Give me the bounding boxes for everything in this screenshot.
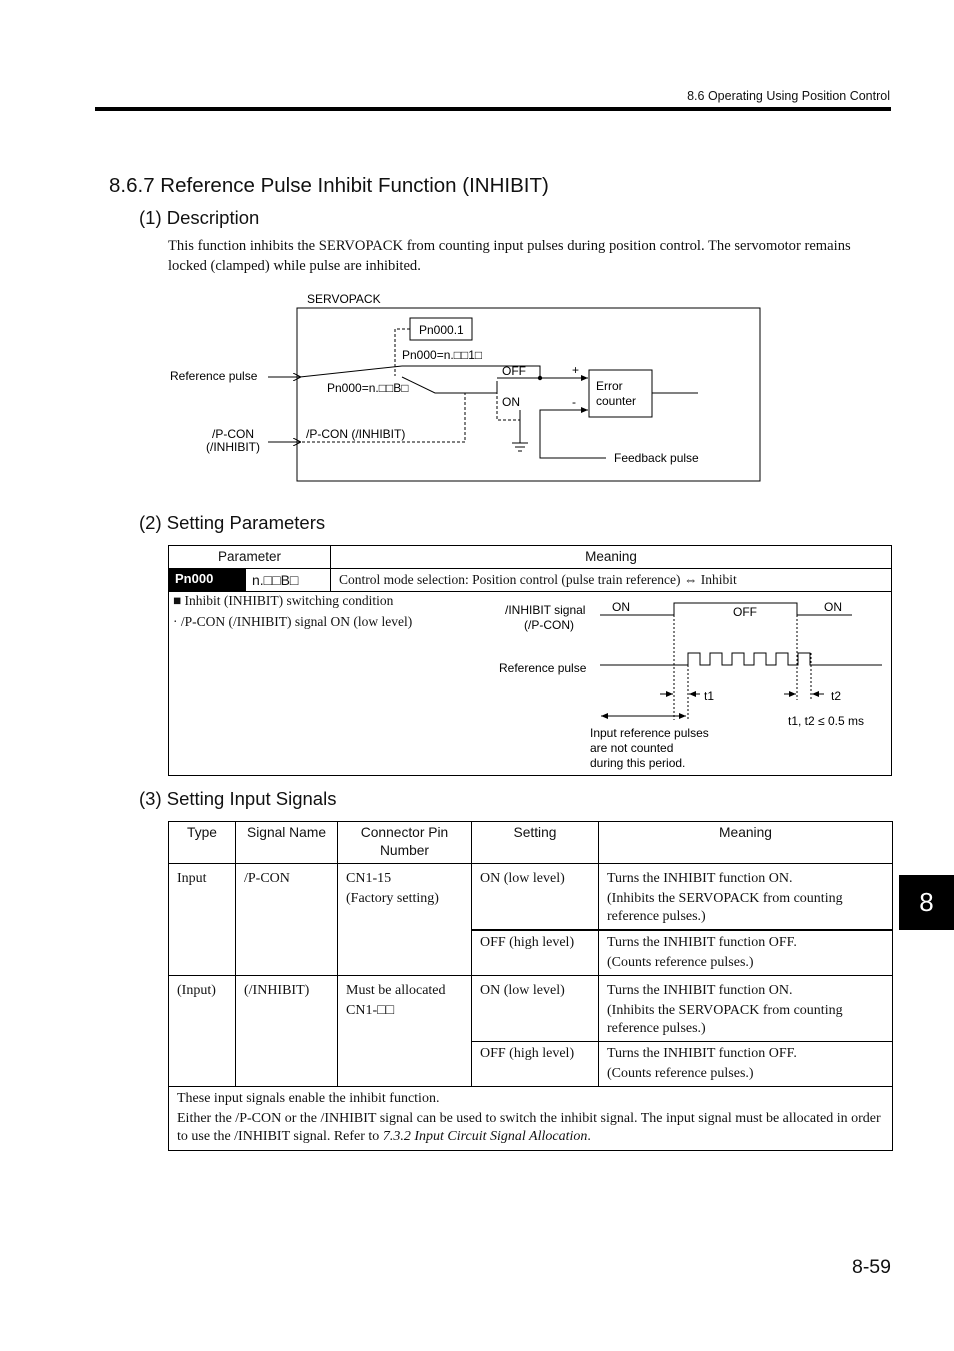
timing-inhibit-label-2: (/P-CON) xyxy=(524,618,574,632)
timing-note-1: Input reference pulses xyxy=(590,726,709,740)
feedback-pulse-label: Feedback pulse xyxy=(614,451,699,465)
row-type: Input xyxy=(169,864,236,976)
row-off-meaning-2: (Counts reference pulses.) xyxy=(607,955,754,970)
row-pin-2: CN1-□□ xyxy=(346,1003,395,1018)
table-note-row xyxy=(169,1087,893,1151)
setting-parameters-heading: (2) Setting Parameters xyxy=(139,512,326,533)
on-label: ON xyxy=(502,395,520,409)
inhibit-signal-waveform xyxy=(600,603,852,615)
row-off-meaning-1: Turns the INHIBIT function OFF. xyxy=(607,935,797,950)
row-on-meaning-1: Turns the INHIBIT function ON. xyxy=(607,871,793,886)
header-setting: Setting xyxy=(472,822,599,864)
row-pin xyxy=(338,976,472,1087)
pcon-left-label: /P-CON xyxy=(212,427,254,441)
table-note-1: These input signals enable the inhibit function. xyxy=(177,1091,440,1106)
row-off-meaning xyxy=(599,1042,893,1087)
reference-pulse-line xyxy=(300,366,402,377)
timing-diagram xyxy=(490,595,890,775)
error-counter-label-1: Error xyxy=(596,379,623,393)
t-condition: t1, t2 ≤ 0.5 ms xyxy=(788,714,864,728)
header-signal-name: Signal Name xyxy=(236,822,338,864)
col-meaning-header: Meaning xyxy=(331,546,891,569)
header-connector-pin: Connector Pin Number xyxy=(338,822,472,864)
table-note-2 xyxy=(177,1110,884,1146)
pn-inhibit-setting: Pn000=n.□□1□ xyxy=(402,348,483,362)
description-text: This function inhibits the SERVOPACK from counting input pulses during position control. The servomotor remains locked (clamped) while pulse are inhibited. xyxy=(168,238,851,274)
row-pin-1: CN1-15 xyxy=(346,871,392,886)
timing-note-2: are not counted xyxy=(590,741,674,755)
col-parameter-header: Parameter xyxy=(169,546,331,569)
row-off-meaning-2: (Counts reference pulses.) xyxy=(607,1066,754,1081)
timing-on-left: ON xyxy=(612,600,630,614)
block-diagram xyxy=(160,290,780,490)
row-off-setting: OFF (high level) xyxy=(472,1042,599,1087)
table-note-end: . xyxy=(587,1129,591,1144)
pcon-inhibit-inner-label: /P-CON (/INHIBIT) xyxy=(306,427,406,441)
param-number-cell: Pn000 xyxy=(169,569,245,592)
row-on-setting: ON (low level) xyxy=(472,864,599,931)
dashed-link-ground xyxy=(497,381,520,443)
inhibit-left-label: (/INHIBIT) xyxy=(206,440,260,454)
timing-reference-pulse: Reference pulse xyxy=(499,661,587,675)
reference-pulse-waveform xyxy=(600,653,882,665)
row-pin-1: Must be allocated xyxy=(346,983,446,998)
param-value-cell: n.□□B□ xyxy=(245,569,331,592)
minus-sign: - xyxy=(572,395,576,409)
row-off-meaning-1: Turns the INHIBIT function OFF. xyxy=(607,1046,797,1061)
row-pin xyxy=(338,864,472,976)
row-signal: (/INHIBIT) xyxy=(236,976,338,1087)
row-on-meaning xyxy=(599,864,893,931)
error-counter-label-2: counter xyxy=(596,394,637,408)
setting-input-signals-heading: (3) Setting Input Signals xyxy=(139,788,337,809)
reference-pulse-label: Reference pulse xyxy=(170,369,258,383)
table-row xyxy=(169,976,893,1042)
running-header: 8.6 Operating Using Position Control xyxy=(687,89,890,103)
table-note-reference-link[interactable]: 7.3.2 Input Circuit Signal Allocation xyxy=(382,1129,588,1144)
section-title: 8.6.7 Reference Pulse Inhibit Function (INHIBIT) xyxy=(109,174,549,197)
row-off-setting: OFF (high level) xyxy=(472,930,599,976)
condition-item: · /P-CON (/INHIBIT) signal ON (low level) xyxy=(173,614,413,629)
servopack-label: SERVOPACK xyxy=(307,292,381,306)
description-heading: (1) Description xyxy=(139,207,260,228)
pn-b-setting: Pn000=n.□□B□ xyxy=(327,381,409,395)
row-signal: /P-CON xyxy=(236,864,338,976)
pn0001-label: Pn000.1 xyxy=(419,323,464,337)
timing-inhibit-label-1: /INHIBIT signal xyxy=(505,603,586,617)
plus-sign: + xyxy=(572,363,580,377)
header-rule xyxy=(95,107,891,111)
row-on-meaning-2: (Inhibits the SERVOPACK from counting reference pulses.) xyxy=(607,1003,843,1036)
row-on-setting: ON (low level) xyxy=(472,976,599,1042)
timing-on-right: ON xyxy=(824,600,842,614)
row-type: (Input) xyxy=(169,976,236,1087)
switch-bottom-path xyxy=(402,377,497,393)
chapter-tab[interactable]: 8 xyxy=(899,875,954,930)
off-label: OFF xyxy=(502,364,526,378)
table-note-2-text: Either the /P-CON or the /INHIBIT signal can be used to switch the inhibit signal. The input signal must be allocated in order to use the /INHIBIT signal. Refer to xyxy=(177,1111,881,1144)
row-pin-2: (Factory setting) xyxy=(346,891,439,906)
param-meaning-cell: Control mode selection: Position control (pulse train reference) ⇔ Inhibit xyxy=(331,569,891,592)
row-off-meaning xyxy=(599,930,893,976)
t2-label: t2 xyxy=(831,689,842,703)
t1-label: t1 xyxy=(704,689,715,703)
table-note xyxy=(169,1087,893,1151)
header-meaning: Meaning xyxy=(599,822,893,864)
condition-title: ■ Inhibit (INHIBIT) switching condition xyxy=(173,593,394,608)
input-signals-table xyxy=(168,821,893,1151)
page-number: 8-59 xyxy=(851,1256,891,1278)
timing-off: OFF xyxy=(733,605,757,619)
header-type: Type xyxy=(169,822,236,864)
signals-header-row xyxy=(169,822,893,864)
timing-note-3: during this period. xyxy=(590,756,686,770)
row-on-meaning xyxy=(599,976,893,1042)
table-row xyxy=(169,864,893,931)
row-on-meaning-1: Turns the INHIBIT function ON. xyxy=(607,983,793,998)
row-on-meaning-2: (Inhibits the SERVOPACK from counting reference pulses.) xyxy=(607,891,843,924)
